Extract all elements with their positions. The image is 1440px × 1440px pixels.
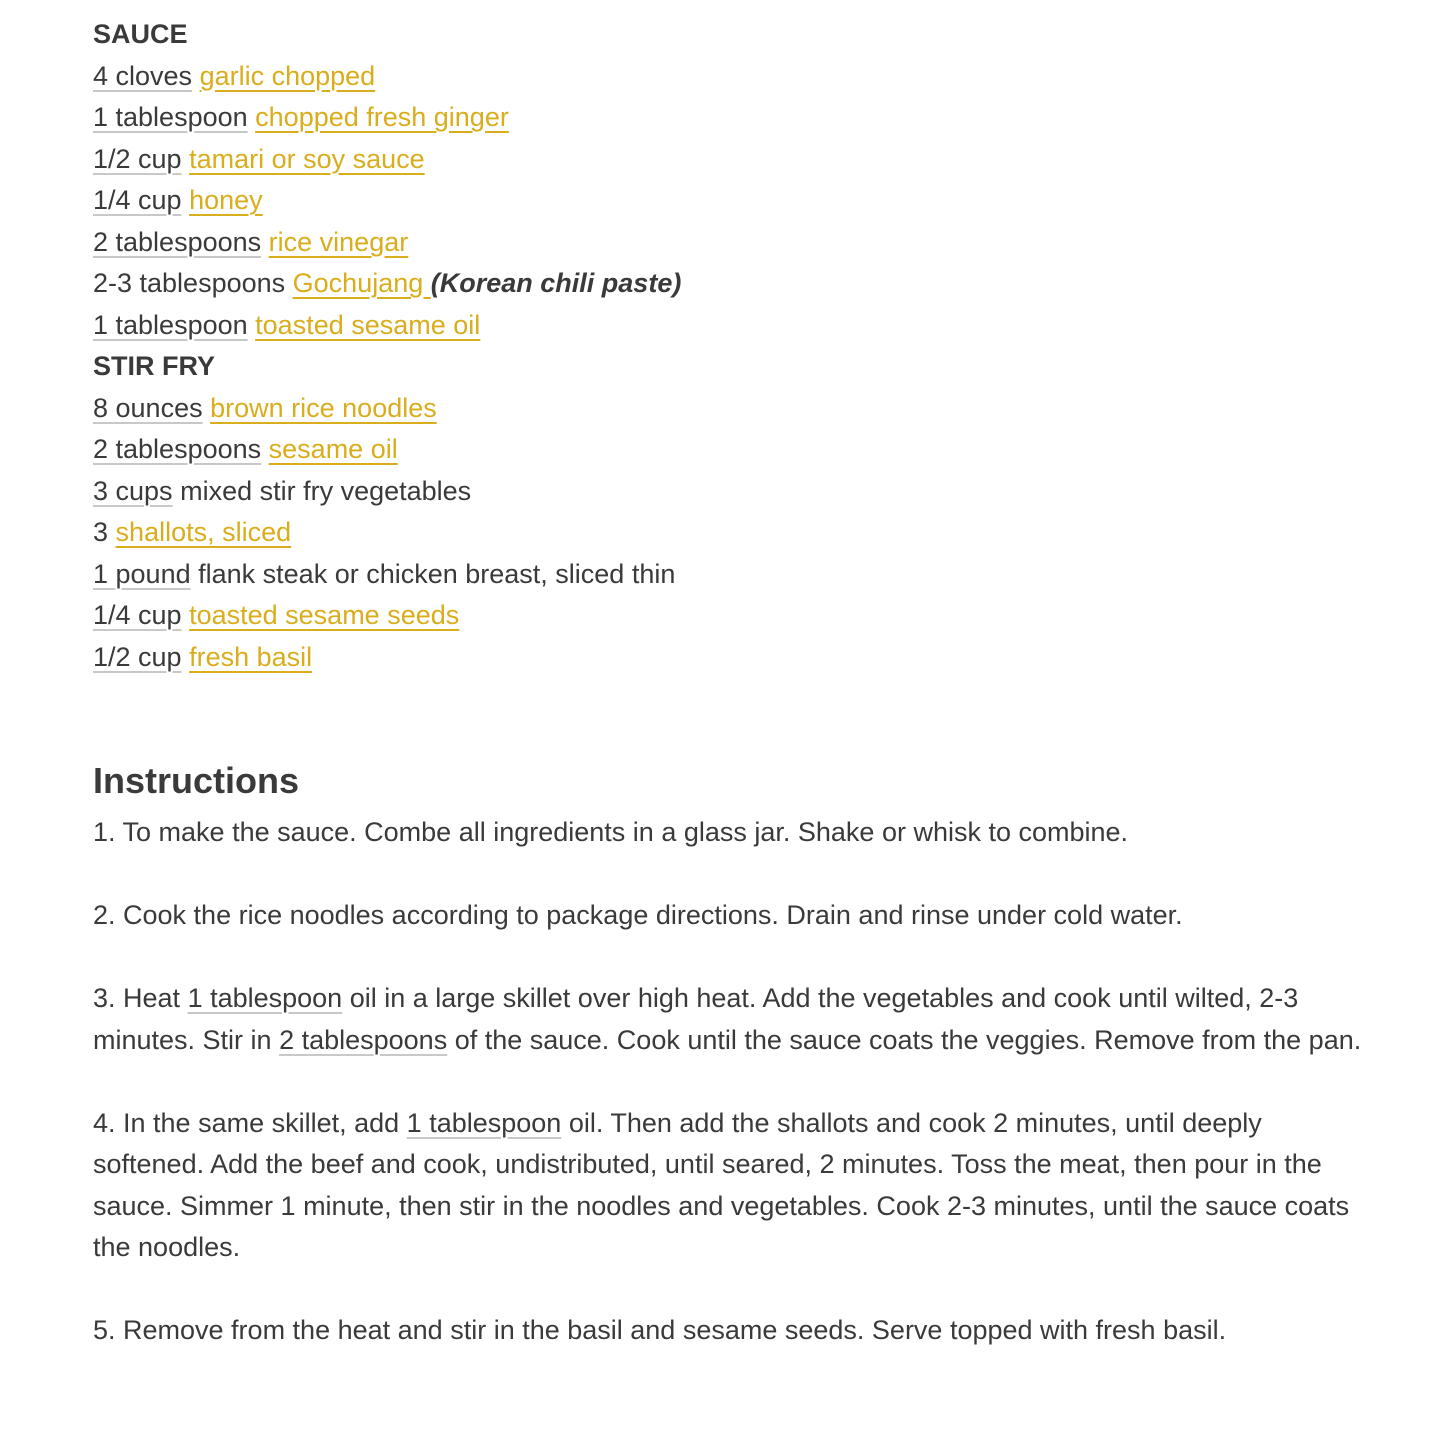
sauce-heading: SAUCE bbox=[93, 19, 188, 49]
ingredient-link-brown-rice-noodles[interactable]: brown rice noodles bbox=[210, 392, 437, 423]
ingredient-row bbox=[93, 512, 1363, 554]
ingredient-row bbox=[93, 388, 1363, 430]
instruction-step-3 bbox=[93, 978, 1363, 1061]
ingredient-amount: 4 cloves bbox=[93, 60, 193, 91]
instruction-step-1: 1. To make the sauce. Combe all ingredients in a glass jar. Shake or whisk to combine. bbox=[93, 817, 1129, 847]
ingredient-text: flank steak or chicken breast, sliced thin bbox=[198, 558, 676, 589]
ingredient-amount: 2-3 tablespoons bbox=[93, 268, 286, 298]
ingredient-amount: 1 pound bbox=[93, 558, 191, 589]
step-amount: 2 tablespoons bbox=[279, 1024, 448, 1055]
ingredient-row bbox=[93, 97, 1363, 139]
instruction-step-2: 2. Cook the rice noodles according to package directions. Drain and rinse under cold water. bbox=[93, 900, 1183, 930]
ingredient-amount: 1/2 cup bbox=[93, 143, 182, 174]
ingredient-text: mixed stir fry vegetables bbox=[180, 475, 472, 506]
ingredient-row bbox=[93, 180, 1363, 222]
ingredient-link-honey[interactable]: honey bbox=[189, 185, 263, 215]
step-text: 3. Heat bbox=[93, 983, 188, 1013]
ingredient-link-toasted-sesame-oil[interactable]: toasted sesame oil bbox=[255, 309, 481, 340]
step-amount: 1 tablespoon bbox=[406, 1107, 562, 1138]
ingredient-row bbox=[93, 471, 1363, 513]
ingredient-link-toasted-sesame-seeds[interactable]: toasted sesame seeds bbox=[189, 600, 460, 630]
ingredients-list bbox=[93, 14, 1363, 678]
ingredient-amount: 2 tablespoons bbox=[93, 434, 262, 464]
ingredient-link-sesame-oil[interactable]: sesame oil bbox=[268, 434, 398, 464]
step-text: of the sauce. Cook until the sauce coats the veggies. Remove from the pan. bbox=[447, 1024, 1362, 1055]
step-amount: 1 tablespoon bbox=[187, 983, 343, 1013]
ingredient-link-tamari[interactable]: tamari or soy sauce bbox=[189, 143, 425, 174]
ingredient-link-gochujang[interactable]: Gochujang bbox=[292, 268, 431, 298]
ingredient-amount: 1/4 cup bbox=[93, 185, 182, 215]
instructions-list bbox=[93, 812, 1363, 1393]
ingredient-link-ginger[interactable]: chopped fresh ginger bbox=[255, 102, 509, 132]
step-text: oil in a large skillet over high heat. Add the vegetables and cook until wilted, 2-3 minutes. Stir in bbox=[93, 983, 1299, 1055]
ingredient-row bbox=[93, 637, 1363, 679]
ingredient-row bbox=[93, 222, 1363, 264]
ingredient-row bbox=[93, 429, 1363, 471]
ingredient-amount: 2 tablespoons bbox=[93, 226, 262, 257]
ingredient-link-garlic[interactable]: garlic chopped bbox=[199, 60, 376, 91]
ingredient-amount: 3 cups bbox=[93, 475, 173, 506]
ingredient-row bbox=[93, 554, 1363, 596]
ingredient-row bbox=[93, 305, 1363, 347]
ingredient-row bbox=[93, 595, 1363, 637]
ingredient-amount: 1/2 cup bbox=[93, 641, 182, 672]
instruction-step-5: 5. Remove from the heat and stir in the basil and sesame seeds. Serve topped with fresh basil. bbox=[93, 1315, 1227, 1345]
step-text: oil. Then add the shallots and cook 2 minutes, until deeply softened. Add the beef and cook, undistributed, until seared, 2 minutes. Toss the meat, then pour in the sauce. Simmer 1 minute, then stir in the noodles and vegetables. Cook 2-3 minutes, until the sauce coats the noodles. bbox=[93, 1107, 1350, 1262]
ingredient-row bbox=[93, 139, 1363, 181]
ingredient-row bbox=[93, 56, 1363, 98]
ingredient-row bbox=[93, 263, 1363, 305]
ingredient-note: (Korean chili paste) bbox=[430, 268, 682, 298]
ingredient-amount: 1 tablespoon bbox=[93, 309, 248, 340]
stir-fry-heading: STIR FRY bbox=[93, 351, 216, 381]
instruction-step-4 bbox=[93, 1103, 1363, 1269]
ingredient-amount: 3 bbox=[93, 517, 109, 547]
ingredient-link-shallots[interactable]: shallots, sliced bbox=[115, 517, 292, 547]
ingredient-link-rice-vinegar[interactable]: rice vinegar bbox=[268, 226, 409, 257]
instructions-title: Instructions bbox=[93, 760, 300, 801]
ingredient-amount: 1/4 cup bbox=[93, 600, 182, 630]
step-text: 4. In the same skillet, add bbox=[93, 1107, 407, 1138]
ingredient-link-fresh-basil[interactable]: fresh basil bbox=[189, 641, 313, 672]
ingredient-amount: 1 tablespoon bbox=[93, 102, 248, 132]
ingredient-amount: 8 ounces bbox=[93, 392, 203, 423]
